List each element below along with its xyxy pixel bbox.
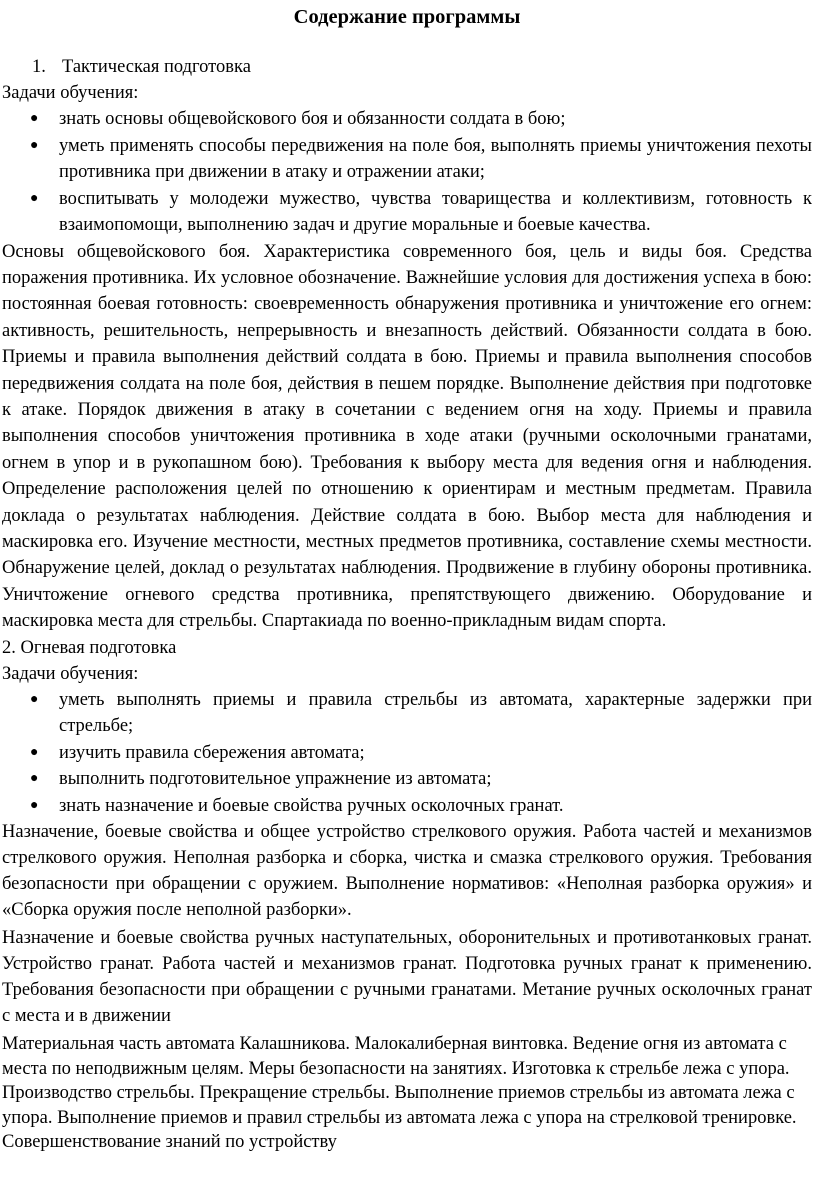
list-item [2,687,812,740]
section-1-title: Тактическая подготовка [62,57,251,77]
section-2-paragraph-1: Назначение, боевые свойства и общее устройство стрелкового оружия. Работа частей и механизмов стрелкового оружия. Неполная разборка и сборка, чистка и смазка стрелкового оружия. Требования безопасности при обращении с оружием. Выполнение нормативов: «Неполная разборка оружия» и «Сборка оружия после неполной разборки». [2,822,812,921]
bullet-icon: ● [30,111,39,126]
section-1-number: 1. [32,57,46,77]
list-item-text: знать назначение и боевые свойства ручных осколочных гранат. [59,795,564,816]
section-1-bullet-list [2,106,812,239]
list-item-text: выполнить подготовительное упражнение из автомата; [59,769,492,790]
list-item-text: знать основы общевойскового боя и обязанности солдата в бою; [59,109,566,129]
section-2-heading: 2. Огневая подготовка [2,637,177,658]
list-item [2,186,812,239]
bullet-icon: ● [30,797,39,813]
list-item [2,793,812,820]
section-2-bullet-list [2,687,812,820]
section-1-tasks-label: Задачи обучения: [2,83,139,103]
list-item [2,106,812,133]
section-2-paragraph-2: Назначение и боевые свойства ручных наступательных, оборонительных и противотанковых гранат. Устройство гранат. Работа частей и механизмов гранат. Подготовка ручных гранат к применению. Требования безопасности при обращении с ручными гранатами. Метание ручных осколочных гранат с места и в движении [2,928,812,1027]
list-item-text: изучить правила сбережения автомата; [59,742,365,763]
list-item-text: воспитывать у молодежи мужество, чувства товарищества и коллективизм, готовность к взаимопомощи, выполнению задач и другие моральные и боевые качества. [59,188,812,235]
bullet-icon: ● [30,190,39,206]
list-item [2,740,812,767]
section-1-content: Основы общевойскового боя. Характеристика современного боя, цель и виды боя. Средства поражения противника. Их условное обозначение. Важнейшие условия для достижения успеха в бою: постоянная боевая готовность: своевременность обнаружения противника и уничтожение его огнем: активность, решительность, непрерывность и внезапность действий. Обязанности солдата в бою. Приемы и правила выполнения действий солдата в бою. Приемы и правила выполнения способов передвижения солдата на поле боя, действия в пешем порядке. Выполнение действия при подготовке к атаке. Порядок движения в атаку в сочетании с ведением огня на ходу. Приемы и правила выполнения способов уничтожения противника в ходе атаки (ручными осколочными гранатами, огнем в упор и в рукопашном бою). Требования к выбору места для ведения огня и наблюдения. Определение расположения целей по отношению к ориентирам и местным предметам. Правила доклада о результатах наблюдения. Действие солдата в бою. Выбор места для наблюдения и маскировка его. Изучение местности, местных предметов противника, составление схемы местности. Обнаружение целей, доклад о результатах наблюдения. Продвижение в глубину обороны противника. Уничтожение огневого средства противника, препятствующего движению. Оборудование и маскировка места для стрельбы. Спартакиада по военно-прикладным видам спорта. [2,241,812,632]
list-item [2,766,812,793]
bullet-icon: ● [30,691,39,707]
list-item-text: уметь выполнять приемы и правила стрельбы из автомата, характерные задержки при стрельбе; [59,689,812,737]
bullet-icon: ● [30,771,39,787]
section-2-tasks-label: Задачи обучения: [2,663,139,684]
page-title: Содержание программы [293,6,521,28]
section-2-paragraph-3: Материальная часть автомата Калашникова. Малокалиберная винтовка. Ведение огня из автомата с места по неподвижным целям. Меры безопасности на занятиях. Изготовка к стрельбе лежа с упора. Производство стрельбы. Прекращение стрельбы. Выполнение приемов стрельбы из автомата лежа с упора. Выполнение приемов и правил стрельбы из автомата лежа с упора на стрелковой тренировке. Совершенствование знаний по устройству [2,1034,797,1153]
bullet-icon: ● [30,744,39,760]
list-item [2,133,812,186]
bullet-icon: ● [30,137,39,153]
list-item-text: уметь применять способы передвижения на поле боя, выполнять приемы уничтожения пехоты противника при движении в атаку и отражении атаки; [59,135,812,182]
section-1-heading [2,54,812,80]
